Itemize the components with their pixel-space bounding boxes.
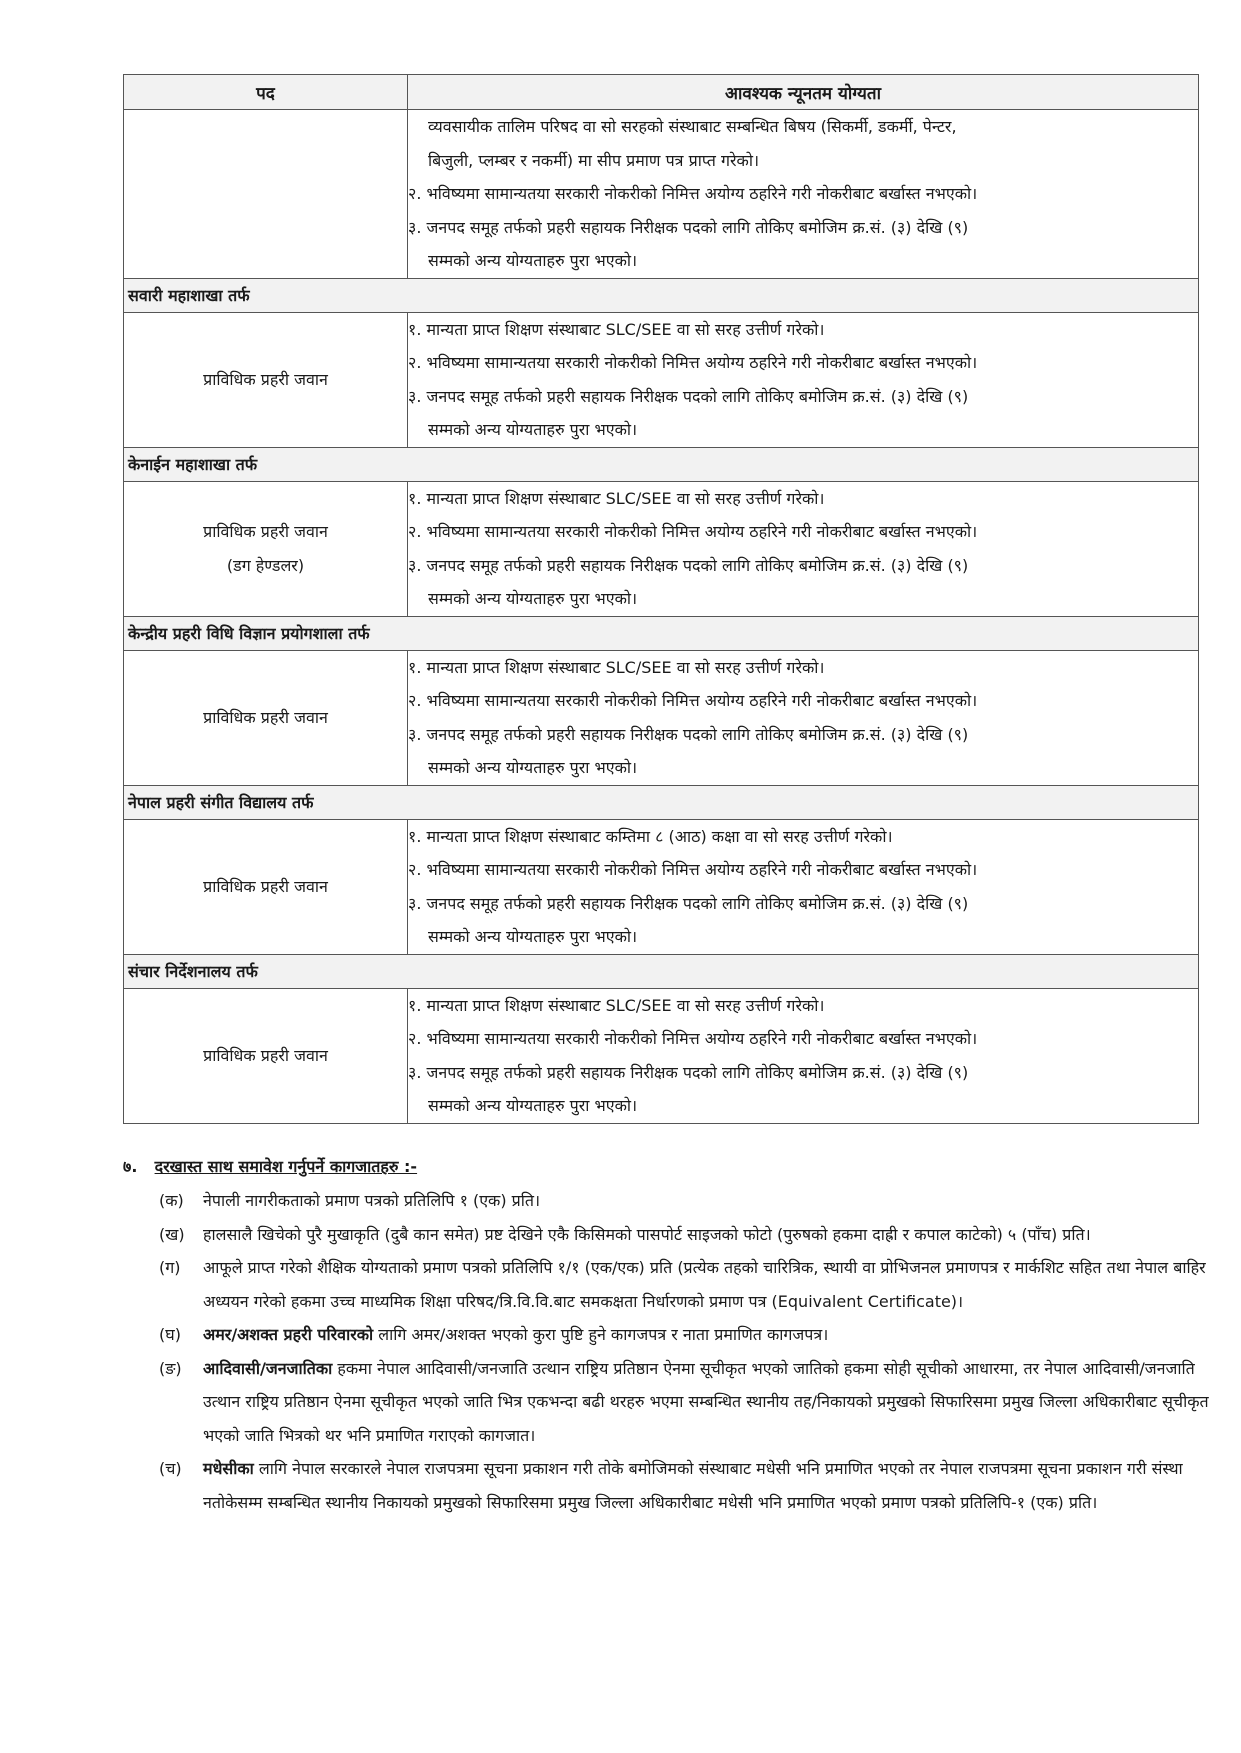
requirement-line: २. भविष्यमा सामान्यतया सरकारी नोकरीको निमित्त अयोग्य ठहरिने गरी नोकरीबाट बर्खास्त नभएको। <box>408 860 978 879</box>
table-row <box>124 988 1199 1123</box>
post-name: प्राविधिक प्रहरी जवान <box>203 1045 328 1065</box>
item-text: लागि अमर/अशक्त भएको कुरा पुष्टि हुने कागजपत्र र नाता प्रमाणित कागजपत्र। <box>373 1325 829 1344</box>
item-body <box>167 1251 1213 1318</box>
requirement-line: सम्मको अन्य योग्यताहरु पुरा भएको। <box>428 251 638 270</box>
requirement-line: सम्मको अन्य योग्यताहरु पुरा भएको। <box>428 1096 638 1115</box>
item-text: हकमा नेपाल आदिवासी/जनजाति उत्थान राष्ट्रिय प्रतिष्ठान ऐनमा सूचीकृत भएको जातिको हकमा सोही सूचीको आधारमा, तर नेपाल आदिवासी/जनजाति उत्थान राष्ट्रिय प्रतिष्ठान ऐनमा सूचीकृत भएको जाति भित्र एकभन्दा बढी थरहरु भएमा सम्बन्धित स्थानीय तह/निकायको प्रमुखको सिफारिसमा प्रमुख जिल्ला अधिकारीबाट सूचीकृत भएको जाति भित्रको थर भनि प्रमाणित गराएको कागजात। <box>203 1358 1209 1445</box>
item-body <box>167 1184 1213 1218</box>
section-row <box>124 785 1199 819</box>
section-number: ७. <box>123 1157 138 1176</box>
post-name: प्राविधिक प्रहरी जवान <box>203 521 328 541</box>
requirement-line: ३. जनपद समूह तर्फको प्रहरी सहायक निरीक्षक पदको लागि तोकिए बमोजिम क्र.सं. (३) देखि (९) <box>408 1062 969 1082</box>
table-row <box>124 481 1199 616</box>
item-text: आफूले प्राप्त गरेको शैक्षिक योग्यताको प्रमाण पत्रको प्रतिलिपि १/१ (एक/एक) प्रति (प्रत्येक तहको चारित्रिक, स्थायी वा प्रोभिजनल प्रमाणपत्र र मार्कशिट सहित तथा नेपाल बाहिर अध्ययन गरेको हकमा उच्च माध्यमिक शिक्षा परिषद/त्रि.वि.वि.बाट समकक्षता निर्धारणको प्रमाण पत्र (Equivalent Certificate)। <box>203 1258 1206 1311</box>
item-marker: (च) <box>159 1459 182 1478</box>
requirement-line: व्यवसायीक तालिम परिषद वा सो सरहको संस्थाबाट सम्बन्धित बिषय (सिकर्मी, डकर्मी, पेन्टर, <box>428 117 957 136</box>
requirement-line: २. भविष्यमा सामान्यतया सरकारी नोकरीको निमित्त अयोग्य ठहरिने गरी नोकरीबाट बर्खास्त नभएको। <box>408 691 978 710</box>
table-header-row <box>124 75 1199 110</box>
table-row <box>124 312 1199 447</box>
table-row <box>124 650 1199 785</box>
requirement-line: १. मान्यता प्राप्त शिक्षण संस्थाबाट SLC/SEE वा सो सरह उत्तीर्ण गरेको। <box>408 488 825 508</box>
requirement-line: बिजुली, प्लम्बर र नकर्मी) मा सीप प्रमाण पत्र प्राप्त गरेको। <box>428 150 760 170</box>
section-title: संचार निर्देशनालय तर्फ <box>124 954 1199 988</box>
post-cell <box>124 110 408 279</box>
post-cell <box>124 481 408 616</box>
documents-list <box>123 1184 1213 1519</box>
documents-heading <box>123 1150 1213 1184</box>
item-body <box>167 1452 1213 1519</box>
requirements-cell <box>408 312 1199 447</box>
section-row <box>124 616 1199 650</box>
qualification-table <box>123 74 1199 1124</box>
item-body <box>167 1352 1213 1453</box>
table-row <box>124 110 1199 279</box>
header-post: पद <box>124 75 408 110</box>
requirement-line: सम्मको अन्य योग्यताहरु पुरा भएको। <box>428 420 638 439</box>
section-title: केन्द्रीय प्रहरी विधि विज्ञान प्रयोगशाला तर्फ <box>124 616 1199 650</box>
requirement-line: ३. जनपद समूह तर्फको प्रहरी सहायक निरीक्षक पदको लागि तोकिए बमोजिम क्र.सं. (३) देखि (९) <box>408 555 969 575</box>
section-title: दरखास्त साथ समावेश गर्नुपर्ने कागजातहरु :- <box>154 1157 418 1176</box>
item-bold-text: मधेसीका <box>203 1459 254 1478</box>
requirement-line: ३. जनपद समूह तर्फको प्रहरी सहायक निरीक्षक पदको लागि तोकिए बमोजिम क्र.सं. (३) देखि (९) <box>408 217 969 237</box>
requirements-cell <box>408 481 1199 616</box>
requirement-line: २. भविष्यमा सामान्यतया सरकारी नोकरीको निमित्त अयोग्य ठहरिने गरी नोकरीबाट बर्खास्त नभएको। <box>408 184 978 203</box>
post-cell <box>124 312 408 447</box>
item-marker: (ख) <box>159 1224 185 1244</box>
post-name: प्राविधिक प्रहरी जवान <box>203 707 328 727</box>
item-marker: (ग) <box>159 1258 181 1277</box>
item-bold-text: अमर/अशक्त प्रहरी परिवारको <box>203 1325 374 1344</box>
document-item <box>123 1318 1213 1352</box>
item-body <box>167 1318 1213 1352</box>
post-cell <box>124 819 408 954</box>
section-row <box>124 954 1199 988</box>
document-item <box>123 1184 1213 1218</box>
post-cell <box>124 988 408 1123</box>
section-row <box>124 278 1199 312</box>
requirement-line: सम्मको अन्य योग्यताहरु पुरा भएको। <box>428 927 638 946</box>
requirements-cell <box>408 650 1199 785</box>
section-row <box>124 447 1199 481</box>
requirement-line: १. मान्यता प्राप्त शिक्षण संस्थाबाट SLC/SEE वा सो सरह उत्तीर्ण गरेको। <box>408 319 825 339</box>
section-title: नेपाल प्रहरी संगीत विद्यालय तर्फ <box>124 785 1199 819</box>
post-name: (डग हेण्डलर) <box>226 555 305 575</box>
document-item <box>123 1218 1213 1252</box>
requirement-line: ३. जनपद समूह तर्फको प्रहरी सहायक निरीक्षक पदको लागि तोकिए बमोजिम क्र.सं. (३) देखि (९) <box>408 893 969 913</box>
item-marker: (क) <box>159 1191 184 1210</box>
document-item <box>123 1251 1213 1318</box>
item-marker: (ङ) <box>159 1358 182 1378</box>
item-text: हालसालै खिचेको पुरै मुखाकृति (दुबै कान समेत) प्रष्ट देखिने एकै किसिमको पासपोर्ट साइजको फोटो (पुरुषको हकमा दाह्री र कपाल काटेको) ५ (पाँच) प्रति। <box>203 1224 1091 1244</box>
item-text: लागि नेपाल सरकारले नेपाल राजपत्रमा सूचना प्रकाशन गरी तोके बमोजिमको संस्थाबाट मधेसी भनि प्रमाणित भएको तर नेपाल राजपत्रमा सूचना प्रकाशन गरी संस्था नतोकेसम्म सम्बन्धित स्थानीय निकायको प्रमुखको सिफारिसमा प्रमुख जिल्ला अधिकारीबाट मधेसी भनि प्रमाणित भएको प्रमाण पत्रको प्रतिलिपि-१ (एक) प्रति। <box>203 1459 1183 1512</box>
requirement-line: सम्मको अन्य योग्यताहरु पुरा भएको। <box>428 758 638 777</box>
requirements-cell <box>408 110 1199 279</box>
requirement-line: सम्मको अन्य योग्यताहरु पुरा भएको। <box>428 589 638 608</box>
document-item <box>123 1352 1213 1453</box>
requirement-line: २. भविष्यमा सामान्यतया सरकारी नोकरीको निमित्त अयोग्य ठहरिने गरी नोकरीबाट बर्खास्त नभएको। <box>408 353 978 372</box>
item-bold-text: आदिवासी/जनजातिका <box>203 1358 333 1378</box>
table-row <box>124 819 1199 954</box>
item-text: नेपाली नागरीकताको प्रमाण पत्रको प्रतिलिपि १ (एक) प्रति। <box>203 1191 541 1210</box>
requirement-line: १. मान्यता प्राप्त शिक्षण संस्थाबाट SLC/SEE वा सो सरह उत्तीर्ण गरेको। <box>408 657 825 677</box>
post-name: प्राविधिक प्रहरी जवान <box>203 876 328 896</box>
item-body <box>167 1218 1213 1252</box>
requirement-line: २. भविष्यमा सामान्यतया सरकारी नोकरीको निमित्त अयोग्य ठहरिने गरी नोकरीबाट बर्खास्त नभएको। <box>408 522 978 541</box>
section-title: केनाईन महाशाखा तर्फ <box>124 447 1199 481</box>
item-marker: (घ) <box>159 1325 181 1344</box>
documents-section <box>123 1150 1213 1519</box>
section-title: सवारी महाशाखा तर्फ <box>124 278 1199 312</box>
header-qualification: आवश्यक न्यूनतम योग्यता <box>408 75 1199 110</box>
post-cell <box>124 650 408 785</box>
requirement-line: १. मान्यता प्राप्त शिक्षण संस्थाबाट कम्तिमा ८ (आठ) कक्षा वा सो सरह उत्तीर्ण गरेको। <box>408 826 893 846</box>
requirements-cell <box>408 819 1199 954</box>
requirement-line: २. भविष्यमा सामान्यतया सरकारी नोकरीको निमित्त अयोग्य ठहरिने गरी नोकरीबाट बर्खास्त नभएको। <box>408 1029 978 1048</box>
post-name: प्राविधिक प्रहरी जवान <box>203 369 328 389</box>
requirements-cell <box>408 988 1199 1123</box>
document-item <box>123 1452 1213 1519</box>
requirement-line: १. मान्यता प्राप्त शिक्षण संस्थाबाट SLC/SEE वा सो सरह उत्तीर्ण गरेको। <box>408 995 825 1015</box>
requirement-line: ३. जनपद समूह तर्फको प्रहरी सहायक निरीक्षक पदको लागि तोकिए बमोजिम क्र.सं. (३) देखि (९) <box>408 386 969 406</box>
requirement-line: ३. जनपद समूह तर्फको प्रहरी सहायक निरीक्षक पदको लागि तोकिए बमोजिम क्र.सं. (३) देखि (९) <box>408 724 969 744</box>
